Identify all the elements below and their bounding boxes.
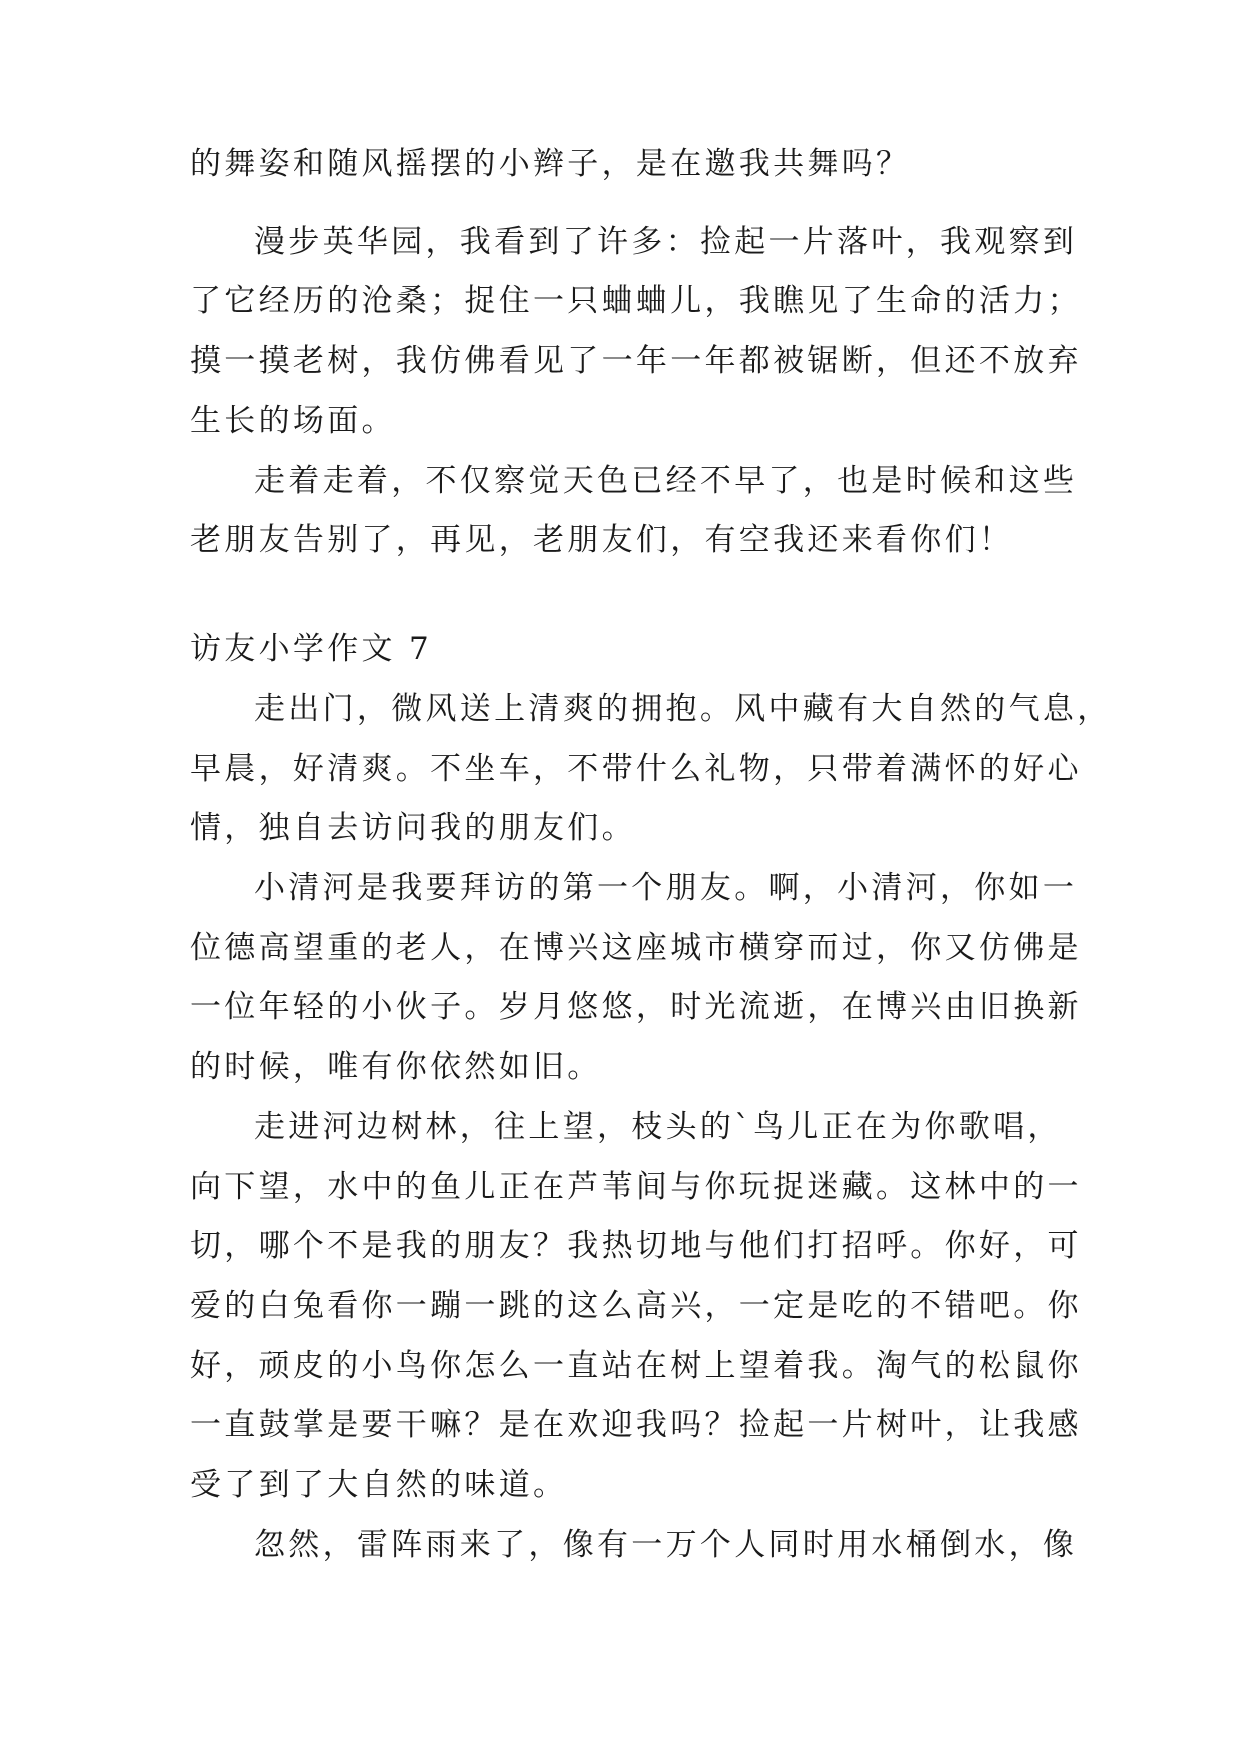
paragraph-first-line: 忽然，雷阵雨来了，像有一万个人同时用水桶倒水，像: [254, 1527, 1078, 1563]
paragraph-first-line: 小清河是我要拜访的第一个朋友。啊，小清河，你如一: [254, 870, 1078, 906]
paragraph-first-line: 漫步英华园，我看到了许多：捡起一片落叶，我观察到: [254, 224, 1078, 260]
text-line: 生长的场面。: [190, 403, 396, 439]
text-line: 切，哪个不是我的朋友？我热切地与他们打招呼。你好，可: [190, 1228, 1082, 1264]
text-line: 受了到了大自然的味道。: [190, 1467, 568, 1503]
text-line: 爱的白兔看你一蹦一跳的这么高兴，一定是吃的不错吧。你: [190, 1288, 1082, 1324]
text-line: 好，顽皮的小鸟你怎么一直站在树上望着我。淘气的松鼠你: [190, 1348, 1082, 1384]
text-line: 一位年轻的小伙子。岁月悠悠，时光流逝，在博兴由旧换新: [190, 989, 1082, 1025]
text-line: 的时候，唯有你依然如旧。: [190, 1049, 602, 1085]
paragraph-first-line: 走着走着，不仅察觉天色已经不早了，也是时候和这些: [254, 463, 1078, 499]
text-line: 情，独自去访问我的朋友们。: [190, 810, 636, 846]
section-title: 访友小学作文 7: [190, 631, 432, 667]
text-line: 摸一摸老树，我仿佛看见了一年一年都被锯断，但还不放弃: [190, 343, 1082, 379]
text-line: 了它经历的沧桑；捉住一只蛐蛐儿，我瞧见了生命的活力；: [190, 283, 1082, 319]
text-line: 向下望，水中的鱼儿正在芦苇间与你玩捉迷藏。这林中的一: [190, 1169, 1082, 1205]
text-line: 老朋友告别了，再见，老朋友们，有空我还来看你们！: [190, 522, 1014, 558]
paragraph-first-line: 走出门，微风送上清爽的拥抱。风中藏有大自然的气息，: [254, 691, 1112, 727]
text-line: 早晨，好清爽。不坐车，不带什么礼物，只带着满怀的好心: [190, 751, 1082, 787]
text-line: 一直鼓掌是要干嘛？是在欢迎我吗？捡起一片树叶，让我感: [190, 1407, 1082, 1443]
text-line: 的舞姿和随风摇摆的小辫子，是在邀我共舞吗？: [190, 146, 911, 182]
paragraph-first-line: 走进河边树林，往上望，枝头的`鸟儿正在为你歌唱，: [254, 1109, 1062, 1145]
text-line: 位德高望重的老人，在博兴这座城市横穿而过，你又仿佛是: [190, 930, 1082, 966]
